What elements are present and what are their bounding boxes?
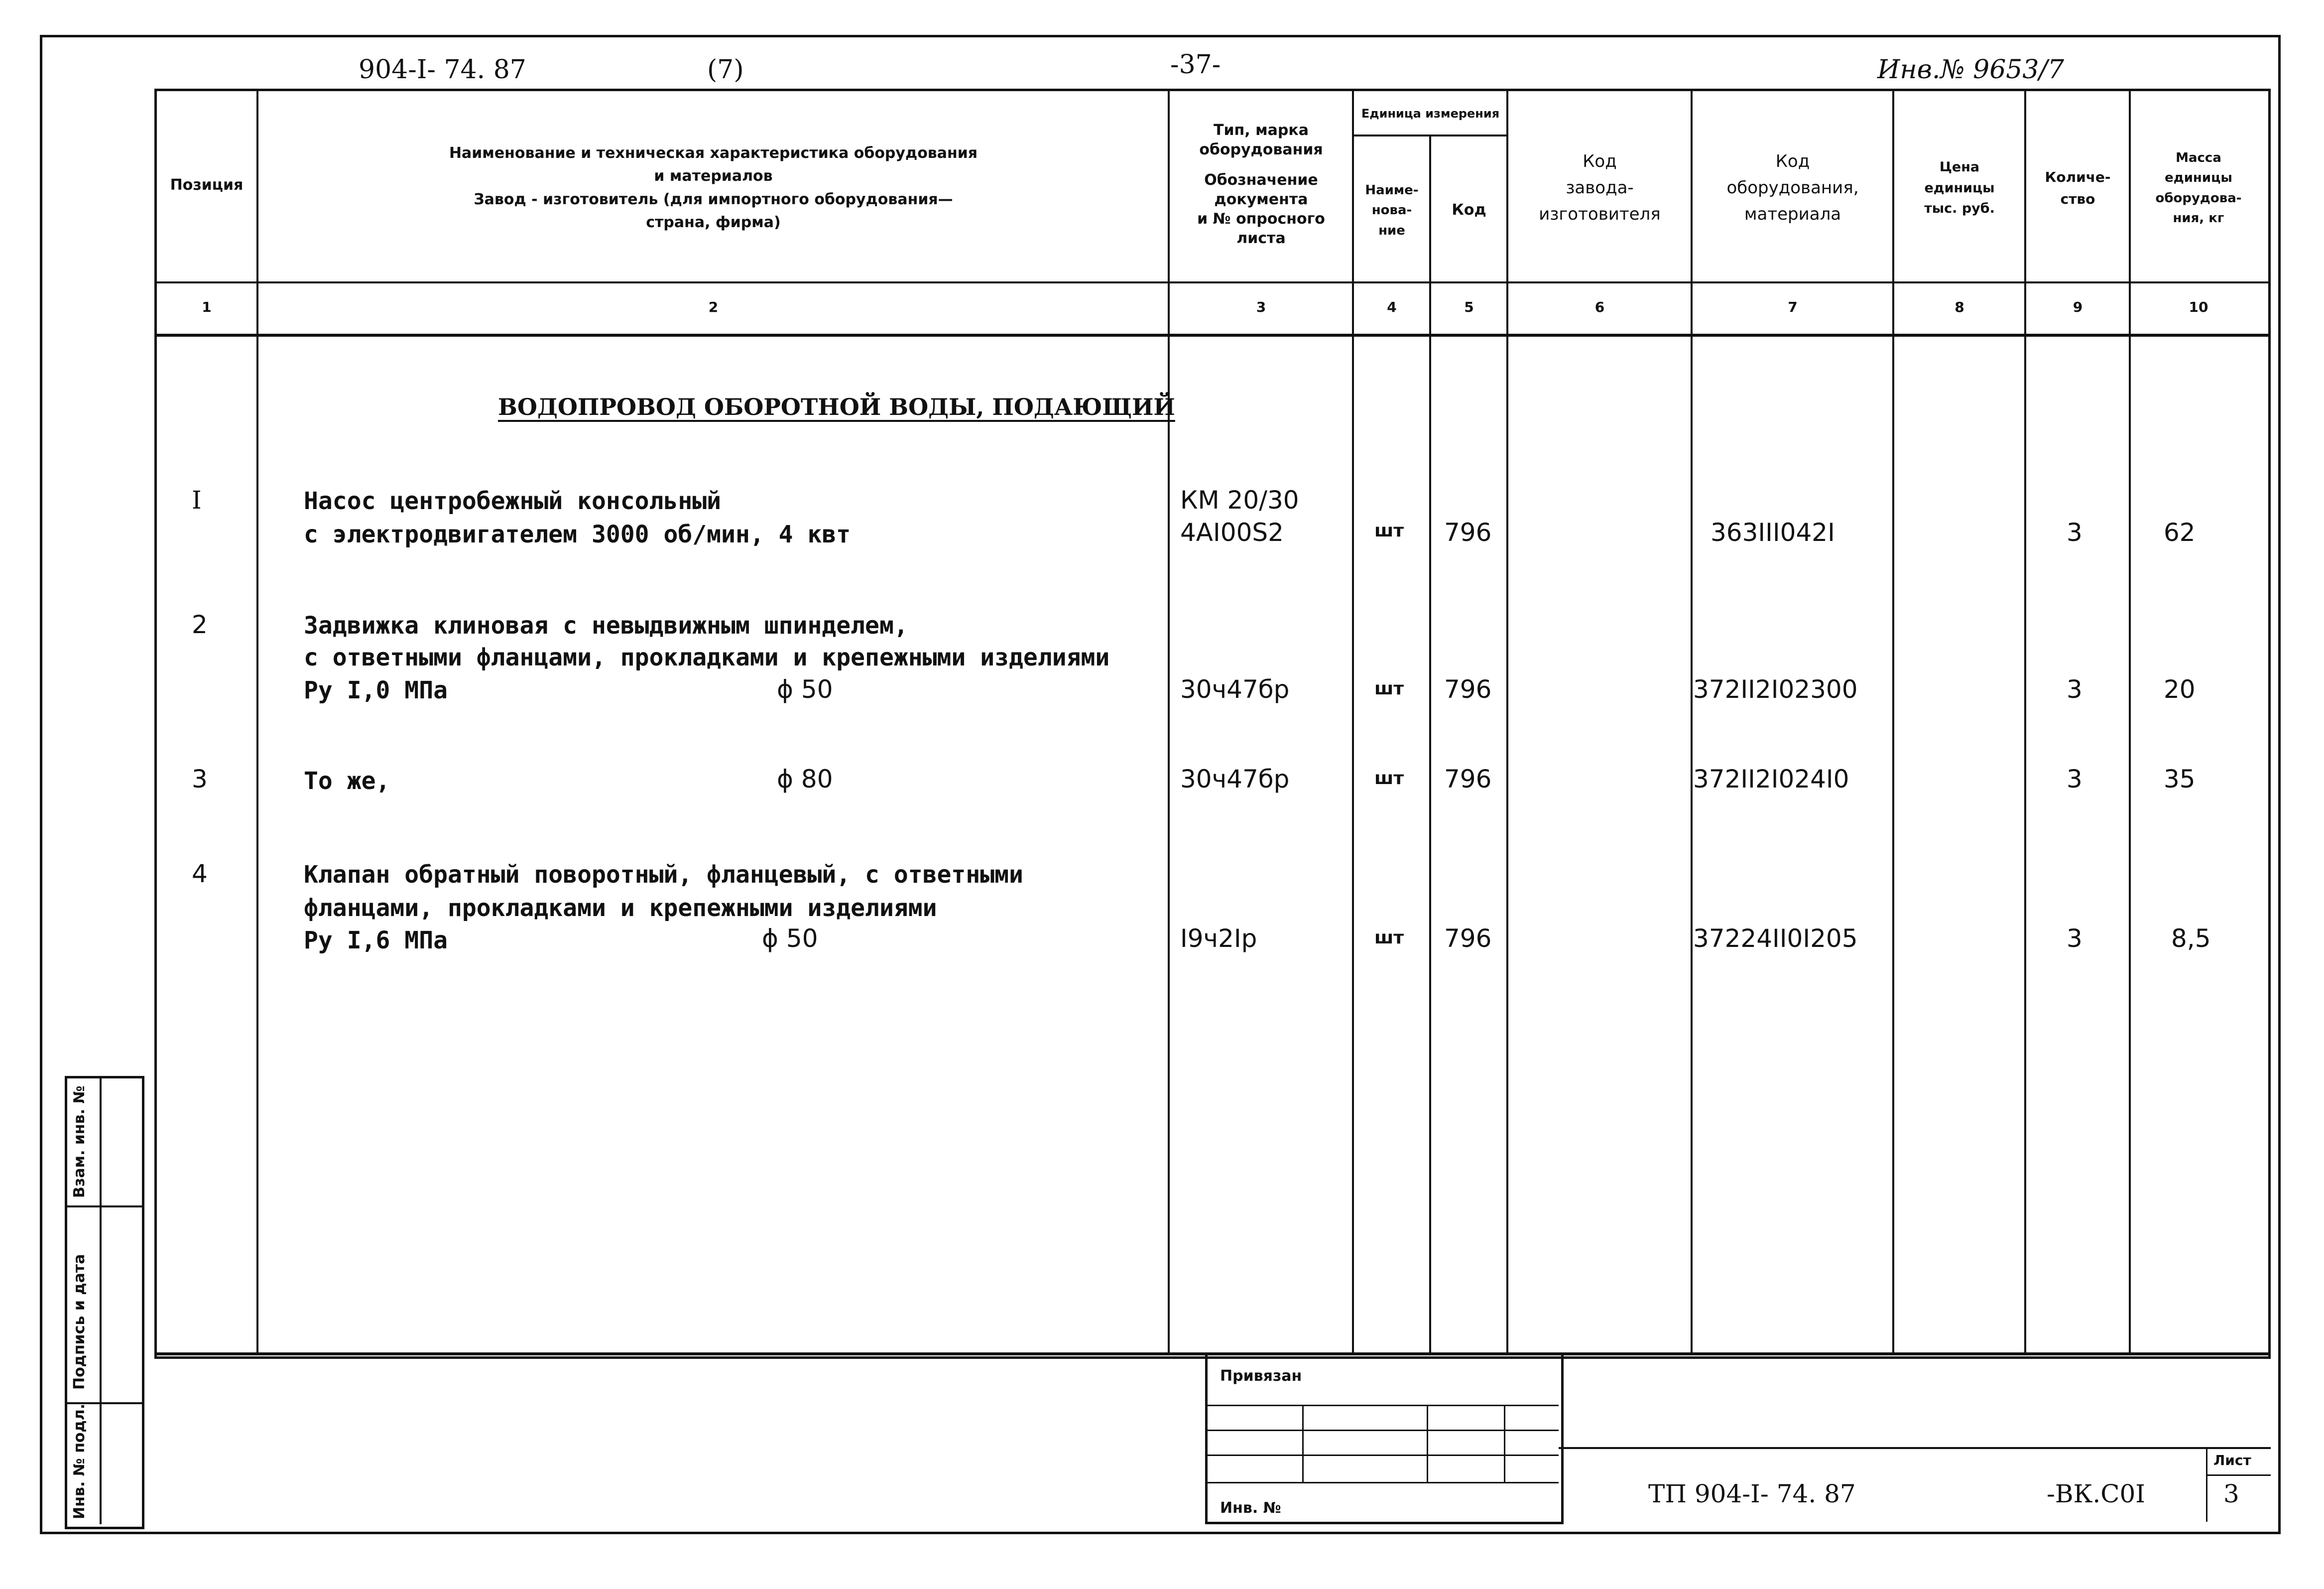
binding-grid-vline-1 xyxy=(1302,1405,1304,1482)
row-1-name-line-1: Насос центробежный консольный xyxy=(304,487,722,515)
row-3-unit-code: 796 xyxy=(1444,765,1492,794)
side-stamp-row-1 xyxy=(65,1205,142,1207)
side-label-original-inventory: Инв. № подл. xyxy=(71,1403,88,1519)
col-line-5 xyxy=(1506,89,1508,1354)
row-1-type-line-1: КМ 20/30 xyxy=(1180,486,1299,515)
header-factory-code: Код завода- изготовителя xyxy=(1539,151,1661,224)
row-3-unit: шт xyxy=(1374,768,1404,789)
row-1-equipment-code: 363III042I xyxy=(1711,518,1835,547)
header-mass: Масса единицы оборудова- ния, кг xyxy=(2155,150,2242,226)
row-3-quantity: 3 xyxy=(2067,765,2082,794)
col-line-9 xyxy=(2129,89,2131,1354)
colnum-8: 8 xyxy=(1955,299,1964,315)
row-4-equipment-code: 37224II0I205 xyxy=(1693,924,1858,953)
col-line-8 xyxy=(2024,89,2026,1354)
side-label-signature-date: Подпись и дата xyxy=(71,1254,88,1390)
header-type: Тип, марка оборудования Обозначение документа и № опросного листа xyxy=(1197,122,1325,247)
row-3-position: 3 xyxy=(192,765,208,794)
unit-group-line xyxy=(1352,134,1506,136)
row-4-diameter: ϕ 50 xyxy=(762,924,818,953)
row-2-position: 2 xyxy=(192,610,208,639)
colnum-6: 6 xyxy=(1594,299,1605,315)
col-line-4 xyxy=(1429,134,1431,1354)
row-1-type-line-2: 4AI00S2 xyxy=(1180,518,1284,547)
row-3-type: 30ч47бр xyxy=(1180,765,1290,794)
row-2-equipment-code: 372II2I02300 xyxy=(1693,675,1858,704)
binding-grid-line-4 xyxy=(1205,1482,1559,1483)
row-1-mass: 62 xyxy=(2164,518,2196,547)
header-unit-code: Код xyxy=(1452,201,1486,219)
titleblock-sheet-code: -ВК.С0I xyxy=(2047,1479,2146,1508)
sheet-label: Лист xyxy=(2213,1452,2251,1468)
row-2-mass: 20 xyxy=(2164,675,2196,704)
colnum-2: 2 xyxy=(708,299,719,315)
row-4-position: 4 xyxy=(192,859,208,888)
colnum-1: 1 xyxy=(202,299,212,315)
side-stamp-divider xyxy=(100,1076,102,1524)
colnum-4: 4 xyxy=(1387,299,1397,315)
sheet-number: 3 xyxy=(2223,1479,2239,1508)
binding-grid-vline-2 xyxy=(1427,1405,1428,1482)
row-4-unit-code: 796 xyxy=(1444,924,1492,953)
row-2-name-line-1: Задвижка клиновая с невыдвижным шпинделем, xyxy=(304,612,908,640)
row-2-diameter: ϕ 50 xyxy=(777,675,833,704)
header-price: Цена единицы тыс. руб. xyxy=(1924,159,1995,217)
row-2-unit: шт xyxy=(1374,678,1404,699)
header-name: Наименование и техническая характеристика оборудования и материалов Завод - изготовитель (для импортного оборудования— страна, фирма) xyxy=(449,144,978,231)
header-unit-group: Единица измерения xyxy=(1361,107,1500,121)
row-3-equipment-code: 372II2I024I0 xyxy=(1693,765,1849,794)
side-label-replaced-inventory: Взам. инв. № xyxy=(71,1085,88,1198)
inventory-number: Инв.№ 9653/7 xyxy=(1877,55,2065,85)
row-1-unit-code: 796 xyxy=(1444,518,1492,547)
row-4-name-line-3: Ру I,6 МПа xyxy=(304,927,448,954)
row-4-type: I9ч2Iр xyxy=(1180,924,1257,953)
doc-reference: 904-I- 74. 87 xyxy=(359,55,526,85)
row-4-mass: 8,5 xyxy=(2171,924,2211,953)
sheet-cell-line xyxy=(2206,1447,2207,1522)
row-2-quantity: 3 xyxy=(2067,675,2082,704)
titleblock-line xyxy=(1559,1447,2271,1449)
binding-grid-line-1 xyxy=(1205,1405,1559,1406)
col-line-3 xyxy=(1352,89,1354,1354)
col-line-2 xyxy=(1168,89,1170,1354)
row-4-name-line-1: Клапан обратный поворотный, фланцевый, с ответными xyxy=(304,861,1023,889)
row-4-unit: шт xyxy=(1374,927,1404,948)
row-4-name-line-2: фланцами, прокладками и крепежными изделиями xyxy=(304,894,937,922)
binding-inventory-label: Инв. № xyxy=(1220,1499,1281,1517)
header-divider xyxy=(154,281,2271,283)
row-3-diameter: ϕ 80 xyxy=(777,765,833,794)
col-line-1 xyxy=(256,89,258,1354)
sheet-number-parens: (7) xyxy=(707,55,744,85)
titleblock-document-code: ТП 904-I- 74. 87 xyxy=(1648,1479,1856,1508)
section-title: ВОДОПРОВОД ОБОРОТНОЙ ВОДЫ, ПОДАЮЩИЙ xyxy=(498,394,1175,420)
header-position: Позиция xyxy=(170,176,244,194)
binding-grid-line-3 xyxy=(1205,1455,1559,1456)
col-line-6 xyxy=(1691,89,1693,1354)
row-3-mass: 35 xyxy=(2164,765,2196,794)
row-2-name-line-3: Ру I,0 МПа xyxy=(304,676,448,704)
header-unit-name: Наиме- нова- ние xyxy=(1365,183,1419,238)
row-3-name: То же, xyxy=(304,767,390,795)
colnum-divider xyxy=(154,334,2271,337)
page-number: -37- xyxy=(1170,50,1221,80)
header-quantity: Количе- ство xyxy=(2045,169,2111,207)
row-1-unit: шт xyxy=(1374,521,1404,541)
binding-grid-line-2 xyxy=(1205,1430,1559,1431)
col-line-7 xyxy=(1892,89,1894,1354)
row-4-quantity: 3 xyxy=(2067,924,2082,953)
binding-label: Привязан xyxy=(1220,1367,1302,1385)
colnum-10: 10 xyxy=(2189,299,2208,315)
header-equipment-code: Код оборудования, материала xyxy=(1726,151,1859,224)
row-2-unit-code: 796 xyxy=(1444,675,1492,704)
row-1-quantity: 3 xyxy=(2067,518,2082,547)
row-2-type: 30ч47бр xyxy=(1180,675,1290,704)
binding-grid-vline-3 xyxy=(1504,1405,1505,1482)
colnum-5: 5 xyxy=(1464,299,1474,315)
row-1-position: I xyxy=(192,486,202,515)
colnum-7: 7 xyxy=(1788,299,1798,315)
row-1-name-line-2: с электродвигателем 3000 об/мин, 4 квт xyxy=(304,521,851,548)
row-2-name-line-2: с ответными фланцами, прокладками и крепежными изделиями xyxy=(304,644,1110,671)
colnum-9: 9 xyxy=(2073,299,2083,315)
colnum-3: 3 xyxy=(1256,299,1266,315)
sheet-cell-divider xyxy=(2206,1474,2271,1476)
